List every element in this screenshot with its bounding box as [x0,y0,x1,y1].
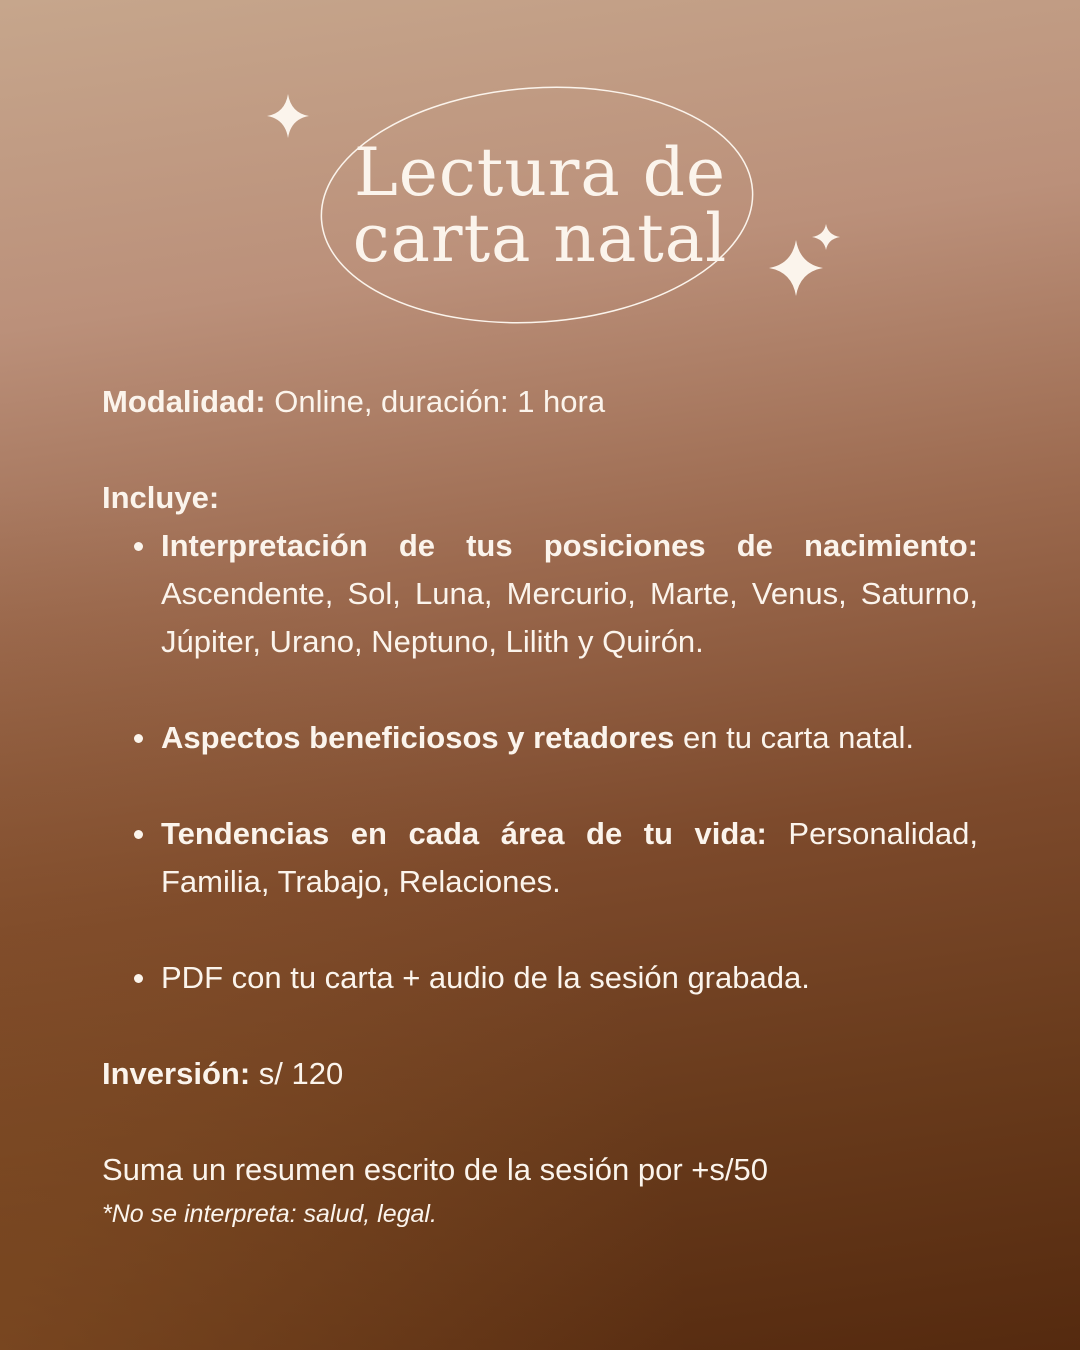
modalidad-row [102,378,978,426]
title-block [0,0,1080,340]
incluye-label: Incluye: [102,480,220,515]
extra-offer: Suma un resumen escrito de la sesión por +s/50 [102,1152,769,1187]
item-text: PDF con tu carta + audio de la sesión grabada. [161,960,810,995]
includes-list [102,522,978,1002]
bullet-icon [134,734,143,743]
bullet-icon [134,974,143,983]
item-bold: Aspectos beneficiosos y retadores [161,720,675,755]
bullet-icon [134,830,143,839]
modalidad-label: Modalidad: [102,384,266,419]
modalidad-value: Online, duración: 1 hora [265,384,606,419]
item-text: en tu carta natal. [674,720,914,755]
item-bold: Interpretación de tus posiciones de nacimiento: [161,528,978,563]
item-text: Ascendente, Sol, Luna, Mercurio, Marte, Venus, Saturno, Júpiter, Urano, Neptuno, Lilith y Quirón. [161,576,978,659]
inversion-row [102,1050,978,1098]
list-item [102,522,978,666]
list-item [102,954,978,1002]
disclaimer-note: *No se interpreta: salud, legal. [102,1200,437,1228]
inversion-value: s/ 120 [250,1056,344,1091]
inversion-label: Inversión: [102,1056,251,1091]
list-item [102,714,978,762]
list-item [102,810,978,906]
bullet-icon [134,542,143,551]
item-bold: Tendencias en cada área de tu vida: [161,816,767,851]
service-details [102,378,978,1234]
title-line-1: Lectura de [353,134,727,211]
item-text: Personalidad, Familia, Trabajo, Relaciones. [161,816,978,899]
title-line-2: carta natal [352,200,728,277]
sparkle-icon [267,94,309,138]
